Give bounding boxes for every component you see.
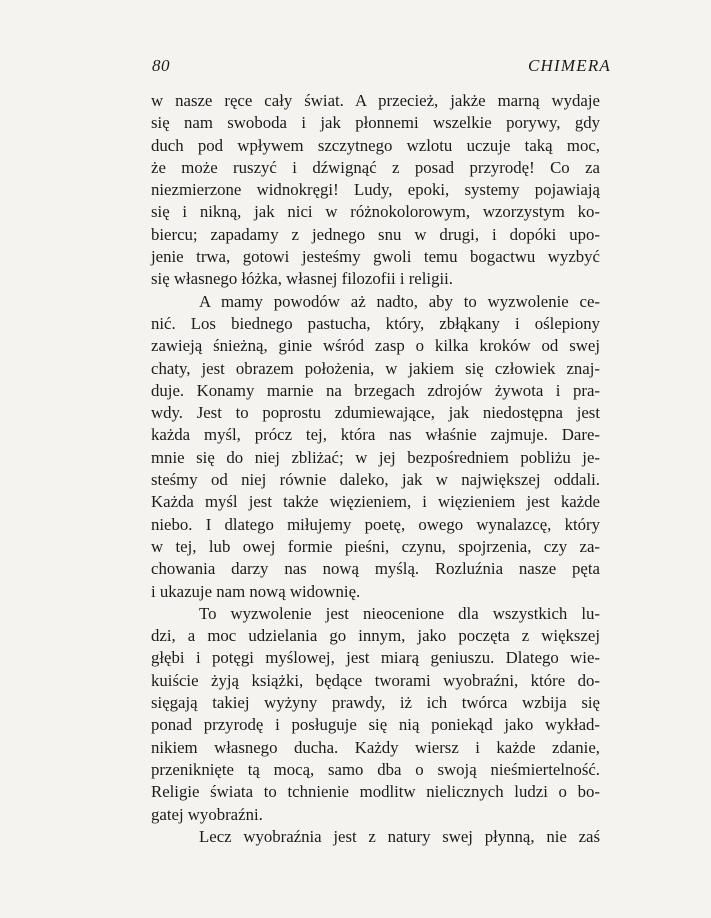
- text-line: każda myśl, prócz tej, która nas właśnie zajmuje. Dare-: [151, 425, 600, 445]
- text-line: Każda myśl jest także więzieniem, i więzieniem jest każde: [151, 492, 600, 512]
- text-line: duje. Konamy marnie na brzegach zdrojów żywota i pra-: [151, 380, 600, 400]
- text-line: biercu; zapadamy z jednego snu w drugi, i dopóki upo-: [151, 224, 600, 244]
- text-line: wdy. Jest to poprostu zdumiewające, jak niedostępna jest: [151, 403, 600, 423]
- text-line: się własnego łóżka, własnej filozofii i religii.: [151, 269, 453, 289]
- text-line: ponad przyrodę i posługuje się nią poniekąd jako wykład-: [151, 715, 600, 735]
- text-line: głębi i potęgi myślowej, jest miarą geniuszu. Dlatego wie-: [151, 648, 600, 668]
- text-line: jenie trwa, gotowi jesteśmy gwoli temu bogactwu wyzbyć: [151, 247, 600, 267]
- text-line: zawieją śnieżną, ginie wśród zasp o kilka kroków od swej: [151, 336, 600, 356]
- text-line: w nasze ręce cały świat. A przecież, jakże marną wydaje: [151, 91, 600, 110]
- text-line: że może ruszyć i dźwignąć z posad przyrodę! Co za: [151, 157, 600, 177]
- text-line: chaty, jest obrazem położenia, w jakiem się człowiek znaj-: [151, 358, 600, 378]
- text-line: sięgają takiej wyżyny prawdy, iż ich twórca wzbija się: [151, 693, 600, 713]
- text-line: A mamy powodów aż nadto, aby to wyzwolenie ce-: [199, 291, 600, 311]
- body-text: [151, 90, 600, 848]
- text-line: przeniknięte tą mocą, samo dba o swoją nieśmiertelność.: [151, 759, 600, 779]
- text-line: gatej wyobraźni.: [151, 804, 263, 824]
- text-line: niebo. I dlatego miłujemy poetę, owego wynalazcę, który: [151, 514, 600, 534]
- text-line: steśmy od niej równie daleko, jak w największej oddali.: [151, 470, 600, 490]
- text-line: duch pod wpływem szczytnego wzlotu uczuje taką moc,: [151, 135, 600, 155]
- text-line: chowania darzy nas nową myślą. Rozluźnia nasze pęta: [151, 559, 600, 579]
- text-line: mnie się do niej zbliżać; w jej bezpośredniem pobliżu je-: [151, 447, 600, 467]
- text-line: Religie świata to tchnienie modlitw nielicznych ludzi o bo-: [151, 782, 600, 802]
- text-line: dzi, a moc udzielania go innym, jako poczęta z większej: [151, 626, 600, 646]
- page-number: 80: [152, 56, 170, 75]
- text-line: nić. Los biednego pastucha, który, zbłąkany i oślepiony: [151, 313, 600, 333]
- text-line: kuiście żyją książki, będące tworami wyobraźni, które do-: [151, 670, 600, 690]
- text-line: Lecz wyobraźnia jest z natury swej płynną, nie zaś: [199, 826, 600, 846]
- text-line: To wyzwolenie jest nieocenione dla wszystkich lu-: [199, 603, 600, 623]
- text-line: nikiem własnego ducha. Każdy wiersz i każde zdanie,: [151, 737, 600, 757]
- text-line: i ukazuje nam nową widownię.: [151, 581, 361, 601]
- text-line: się nam swoboda i jak płonnemi wszelkie porywy, gdy: [151, 113, 600, 133]
- text-line: niezmierzone widnokręgi! Ludy, epoki, systemy pojawiają: [151, 180, 600, 200]
- text-line: się i nikną, jak nici w różnokolorowym, wzorzystym ko-: [151, 202, 600, 222]
- running-title: CHIMERA: [528, 56, 611, 75]
- text-line: w tej, lub owej formie pieśni, czynu, spojrzenia, czy za-: [151, 536, 600, 556]
